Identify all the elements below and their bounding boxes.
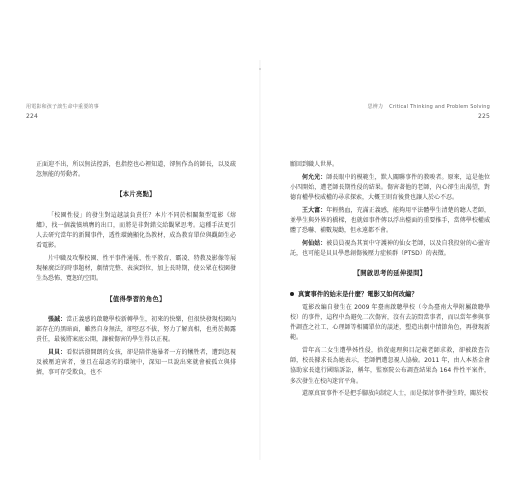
binding-mark (259, 68, 261, 70)
character-name: 何允光： (302, 173, 327, 181)
highlights-paragraph-1: 「校園性侵」的發生對這越談負責任？本片不同於相關類型電影《熔爐》，找一個義憤填膺的出口，而將是非對錯交給觀眾思考。這種手法更引人去研究當年的新聞事件，透性環繞顯化為教材，成為教育單位與觀師生必看電影。 (36, 211, 236, 250)
right-running-title-zh: 思辨力 (367, 104, 384, 110)
character-paragraph-hexiangu (290, 239, 490, 259)
section-heading-questions: 【開啟思考的延伸提問】 (353, 270, 427, 278)
character-desc: 當正義感的啟聰學校新轉學生，初來的快樂，但很快發現校園內部存在的黑暗面，雖然自身無法，卻堅忍不拔，努力了解真相，也勇於揭露責任，最後將案底公開，讓被傷害的學生得以正視。 (36, 315, 236, 344)
question-paragraph-2: 當年高二女生遭學姊性侵，捨從處理與目記載老師求救，卻被啟查告師，校長據求長為她表示，老師們遭忽視人協檢。2011 年，由人本基金會協助家長進行國賠訴訟，稱年，監察院公布調查結果為 164 件性平案件，多次發生在校內迷宮平角。 (290, 347, 490, 385)
character-name: 何仙姑： (302, 239, 327, 247)
character-name: 張誠： (48, 315, 67, 323)
section-heading-characters: 【值得學習的角色】 (106, 295, 166, 303)
left-page (18, 0, 258, 500)
left-paragraph-1: 正面迎不出，所以無法控訴，也指控也心裡知道，卻無作為的師長，以及疏忽無能的勞動者。 (36, 161, 236, 179)
right-running-head (350, 104, 490, 120)
character-paragraph-wang (290, 206, 490, 237)
character-name: 貝貝： (48, 348, 67, 356)
character-desc: 看似活潑開朗的女孩，卻是陪伴施暴者一方的犧牲者，遭到忽視及被壓迫害者，並且在最惡劣的環境中，深知一旦說出來就會被孤立與排擠，事可存受欺負，也不 (36, 348, 236, 377)
character-paragraph-he (290, 173, 490, 204)
right-page (270, 0, 510, 500)
character-paragraph-beibei (36, 348, 236, 379)
question-text: 真實事件的始末是什麼？電影又如何改編？ (298, 290, 418, 298)
section-heading-highlights: 【本片亮點】 (116, 191, 156, 199)
question-paragraph-3: 還原真實事件不是把手腳放向制定人士，而是探討事件發生時，關於校 (302, 390, 489, 398)
bullet-icon (290, 292, 294, 296)
right-paragraph-1: 願回到職人世界。 (290, 161, 339, 168)
character-desc: 師長眼中的模範生，默人關聯事件的教唆者。原來，這是他位小四開始，遭老師長期性侵的結果。傷害著他的老師，內心卻生出渴望，對德育權學校威權的尋求探索，大概王則育後貴也讓人於心不忍。 (290, 173, 490, 202)
character-desc: 年輕熱血，充滿正義感，能夠用平法體學生清楚的聽人老師，並學生與外界的橋樑，也就如事件傳以浮出檯面的重要推手，當傳學校權威體了恐嚇、補數規勸，但永遠都不會。 (290, 206, 490, 235)
left-running-title: 用電影和孩子談生命中重要的事 (26, 104, 99, 110)
page-gutter (259, 60, 261, 460)
question-heading (290, 290, 490, 300)
question-paragraph-1: 電影改編自發生在 2009 年臺南啟聰學校（今為臺南大學附屬啟聰學校）的事件，這程中為避免二次傷害，沒有去訪問當事者，而以當年參與事件調查之社工、心理師等相關單位的談述，塑造出劇中情節角色，再發現新範。 (290, 303, 490, 342)
highlights-paragraph-2: 片中職及攻擊校園、性平事件通報、性平教育、霸凌、特教及影像等展現極廣泛的時事題材，劇情完整、表演到位，加上長時期，使公眾在校園發生為恐怖、寬恕的空間。 (36, 254, 236, 283)
right-page-number: 225 (477, 113, 490, 120)
left-page-number: 224 (26, 113, 39, 120)
character-desc: 被員員視為其實中守護神的仙女老師，以及自我投射的心靈寄託，也可能是貝貝學患創傷後壓力症候群（PTSD）的表徵。 (290, 239, 490, 258)
left-running-head (26, 104, 99, 120)
right-running-title-en: Critical Thinking and Problem Solving (389, 104, 490, 110)
character-paragraph-zhang (36, 315, 236, 346)
right-body-text (290, 160, 490, 402)
left-body-text (36, 160, 236, 381)
character-name: 王大富： (302, 206, 327, 214)
